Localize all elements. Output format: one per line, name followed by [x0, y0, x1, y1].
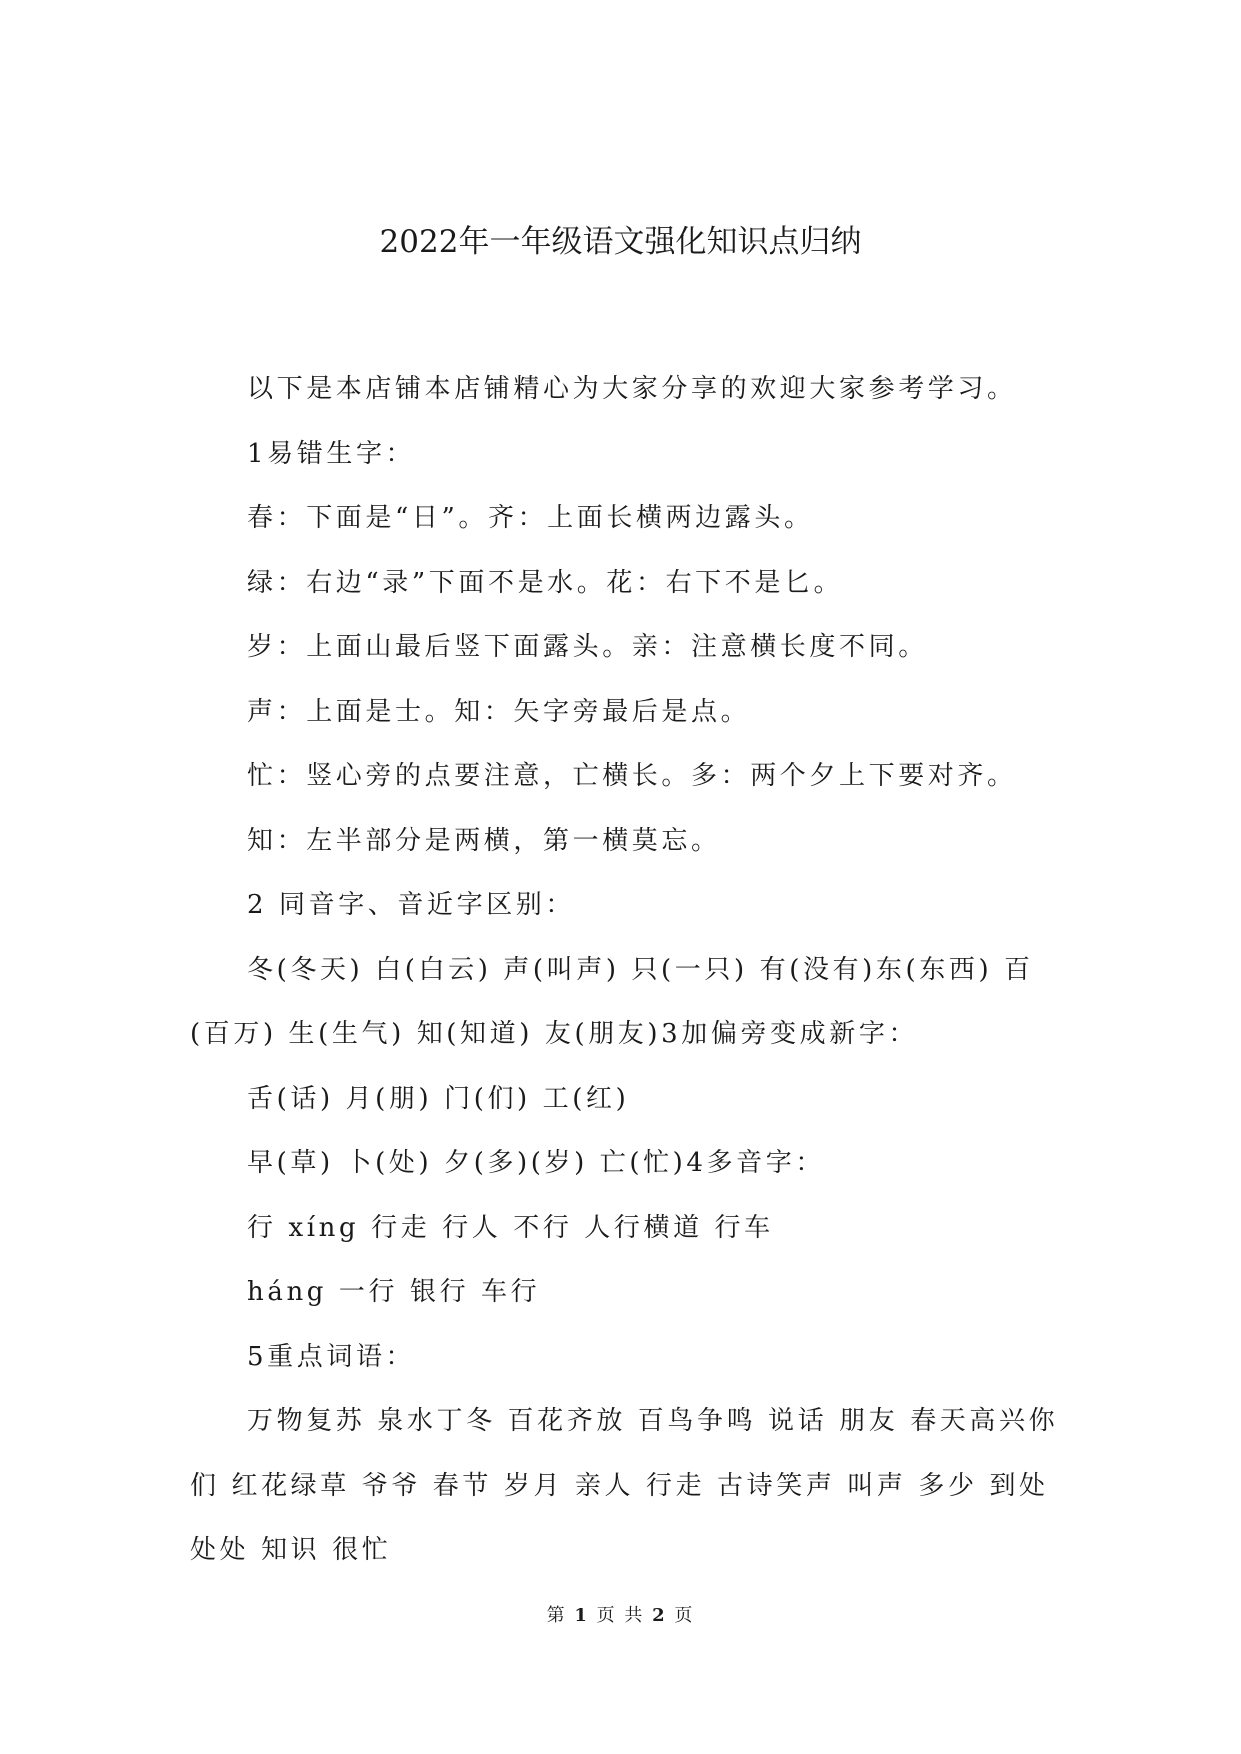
paragraph-chun-qi: 春：下面是“日”。齐：上面长横两边露头。	[247, 503, 814, 533]
paragraph-lv-hua: 绿：右边“录”下面不是水。花：右下不是匕。	[247, 567, 844, 598]
heading-homophones: 2 同音字、音近字区别：	[247, 890, 576, 920]
document-title: 2022年一年级语文强化知识点归纳	[379, 224, 862, 260]
footer-middle: 页 共	[596, 1605, 645, 1626]
footer-current-page: 1	[574, 1605, 589, 1626]
footer-total-pages: 2	[652, 1605, 667, 1626]
paragraph-mang-duo: 忙：竖心旁的点要注意，亡横长。多：两个夕上下要对齐。	[247, 761, 1017, 791]
paragraph-sheng-zhi: 声：上面是士。知：矢字旁最后是点。	[247, 696, 751, 727]
footer-prefix: 第	[546, 1605, 567, 1626]
paragraph-radicals-1: 舌(话) 月(朋) 门(们) 工(红)	[247, 1083, 630, 1114]
paragraph-homophone-list: 冬(冬天) 白(白云) 声(叫声) 只(一只) 有(没有)东(东西) 百(百万) 生(生气) 知(知道) 友(朋友)3加偏旁变成新字：	[190, 954, 1034, 1049]
heading-key-words: 5重点词语：	[247, 1341, 416, 1372]
paragraph-intro: 以下是本店铺本店铺精心为大家分享的欢迎大家参考学习。	[247, 374, 1017, 404]
heading-confusing-characters: 1易错生字：	[247, 438, 416, 469]
paragraph-sui-qin: 岁：上面山最后竖下面露头。亲：注意横长度不同。	[247, 632, 928, 662]
paragraph-key-words-list: 万物复苏 泉水丁冬 百花齐放 百鸟争鸣 说话 朋友 春天高兴你们 红花绿草 爷爷 春节 岁月 亲人 行走 古诗笑声 叫声 多少 到处 处处 知识 很忙	[190, 1406, 1061, 1565]
paragraph-hang: háng 一行 银行 车行	[247, 1277, 541, 1307]
footer-suffix: 页	[674, 1605, 695, 1626]
paragraph-radicals-2: 早(草) 卜(处) 夕(多)(岁) 亡(忙)4多音字：	[247, 1148, 825, 1178]
paragraph-xing: 行 xíng 行走 行人 不行 人行横道 行车	[247, 1212, 774, 1243]
page-footer	[0, 1604, 1241, 1628]
document-body	[190, 357, 1060, 1583]
paragraph-zhi: 知：左半部分是两横，第一横莫忘。	[247, 825, 721, 856]
